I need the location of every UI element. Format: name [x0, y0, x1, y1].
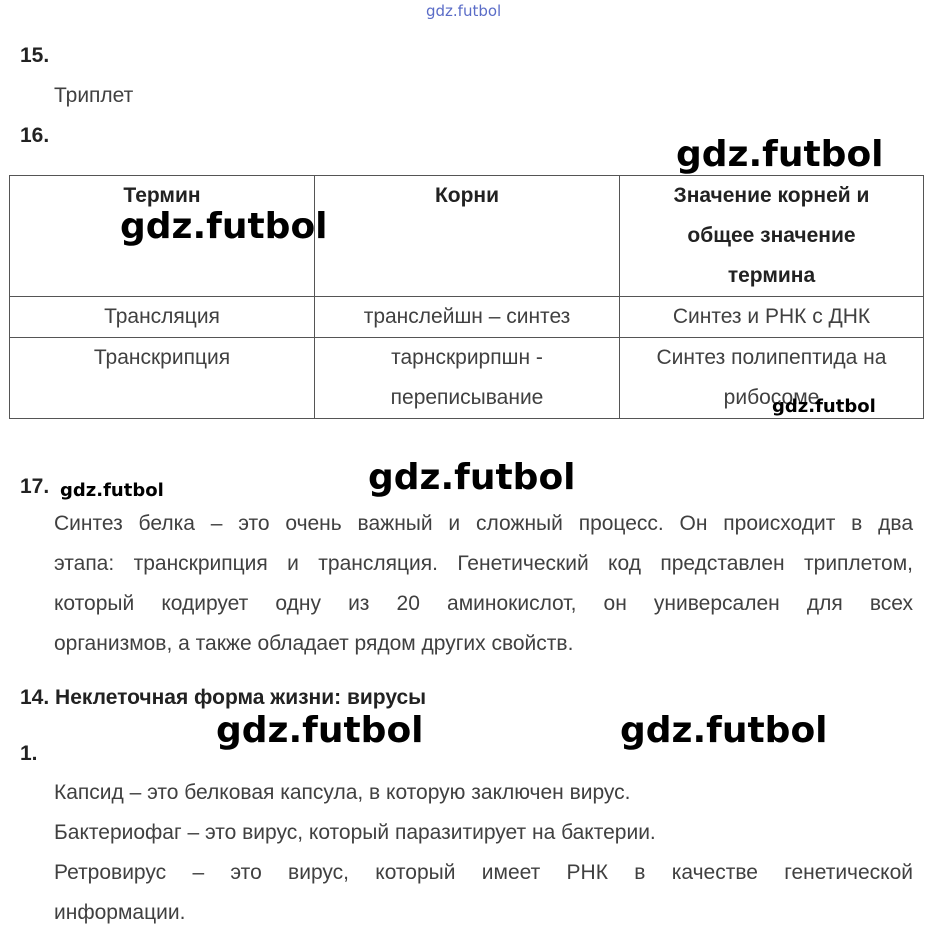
question-1-number: 1.	[20, 742, 38, 765]
table-row	[10, 297, 924, 338]
paragraph-line: Синтез белка – это очень важный и сложный процесс. Он происходит в два	[54, 512, 913, 535]
watermark-big: gdz.futbol	[368, 457, 576, 498]
paragraph-line: организмов, а также обладает рядом других свойств.	[54, 632, 574, 655]
paragraph-line: информации.	[54, 901, 186, 924]
table-header-meaning-line1: Значение корней и	[673, 184, 870, 207]
question-16-number: 16.	[20, 124, 50, 147]
paragraph-line: Бактериофаг – это вирус, который паразитирует на бактерии.	[54, 821, 656, 844]
table-cell-term: Транскрипция	[10, 338, 315, 419]
table-header-term: Термин	[10, 176, 315, 297]
table-cell-meaning: Синтез и РНК с ДНК	[620, 297, 924, 338]
table-header-roots: Корни	[315, 176, 620, 297]
table-cell-roots: транслейшн – синтез	[315, 297, 620, 338]
table-header-meaning-line2: общее значение	[687, 224, 856, 247]
watermark-big: gdz.futbol	[620, 710, 828, 751]
question-15-answer: Триплет	[54, 84, 134, 107]
question-17-answer	[54, 504, 913, 664]
question-15-number: 15.	[20, 44, 50, 67]
table-header-meaning	[620, 176, 924, 297]
watermark-big: gdz.futbol	[120, 206, 328, 247]
paragraph-line: Ретровирус – это вирус, который имеет РНК в качестве генетической	[54, 861, 913, 884]
question-1-answer	[54, 773, 913, 933]
watermark-small: gdz.futbol	[60, 480, 164, 501]
table-cell-roots: тарнскрирпшн - переписывание	[315, 338, 620, 419]
watermark-small: gdz.futbol	[772, 396, 876, 417]
table-cell-term: Трансляция	[10, 297, 315, 338]
watermark-big: gdz.futbol	[676, 134, 884, 175]
watermark-big: gdz.futbol	[216, 710, 424, 751]
watermark-top: gdz.futbol	[426, 2, 502, 20]
table-cell-meaning: Синтез полипептида на рибосоме	[620, 338, 924, 419]
table-header-meaning-line3: термина	[727, 264, 816, 287]
paragraph-line: который кодирует одну из 20 аминокислот, он универсален для всех	[54, 592, 913, 615]
paragraph-line: Капсид – это белковая капсула, в которую заключен вирус.	[54, 781, 631, 804]
question-17-number: 17.	[20, 475, 50, 498]
section-heading: 14. Неклеточная форма жизни: вирусы	[20, 686, 427, 709]
paragraph-line: этапа: транскрипция и трансляция. Генетический код представлен триплетом,	[54, 552, 913, 575]
